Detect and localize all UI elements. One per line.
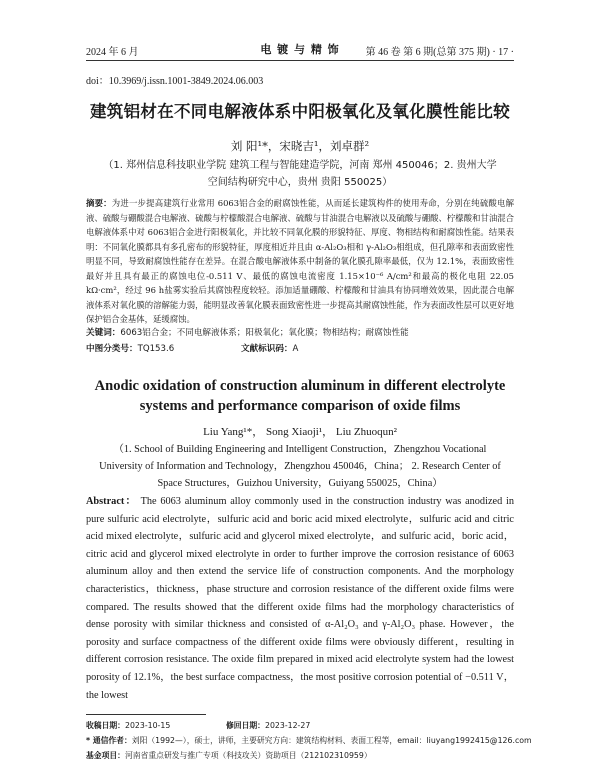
- cn-abstract: [86, 196, 514, 327]
- revised-label: 修回日期：: [226, 721, 265, 730]
- author-value: 刘阳（1992—），硕士，讲师，主要研究方向：建筑结构材料、表面工程等，email：liuyang1992415@126.com: [131, 736, 532, 745]
- fund-label: 基金项目：: [86, 751, 125, 760]
- footnote-dates: [86, 720, 540, 731]
- header-rule: [86, 60, 514, 61]
- en-abstract-text: The 6063 aluminum alloy commonly used in the construction industry was anodized in pure sulfuric acid electrolyte，sulfuric acid and boric acid mixed electrolyte，sulfuric acid and citric acid mixed electrolyte，sulfuric acid and glycerol mixed electrolyte，and sulfuric acid，boric acid，citric acid and glycerol mixed electrolyte in order to further improve the corrosion resistance of 6063 aluminum alloy and then extend the service life of construction components. And the morphology characteristics，thickness，phase structure and corrosion resistance of the different oxide films were compared. The results showed that the different oxide films had the morphology characteristics of dense porosity with similar thickness and consisted of α-Al₂O₃ and γ-Al₂O₃ phase. However，the porosity and surface compactness of the different oxide films were obviously different，resulting in different corrosion resistance. The oxide film prepared in mixed acid electrolyte system had the lowest porosity of 12.1%，the best surface compactness，the most positive corrosion potential of −0.511 V，the lowest: [86, 496, 514, 701]
- doc-code-value: A: [292, 344, 299, 354]
- header-volume-page: 第 46 卷 第 6 期(总第 375 期) · 17 ·: [365, 47, 514, 58]
- cn-abstract-label: 摘要：: [86, 198, 112, 208]
- cn-affiliation: （1. 郑州信息科技职业学院 建筑工程与智能建造学院，河南 郑州 450046；2. 贵州大学 空间结构研究中心，贵州 贵阳 550025）: [103, 160, 497, 188]
- doi[interactable]: doi：10.3969/j.issn.1001-3849.2024.06.003: [86, 76, 264, 87]
- header-date: 2024 年 6 月: [86, 47, 139, 58]
- journal-name: 电 镀 与 精 饰: [260, 43, 340, 56]
- en-abstract: [86, 493, 514, 704]
- cn-classification: [86, 342, 514, 354]
- cn-keywords-label: 关键词：: [86, 328, 121, 338]
- en-affiliation: （1. School of Building Engineering and Intelligent Construction，Zhengzhou Vocational University of Information and Technology，Zhengzhou 450046，China； 2. Research Center of Space Structures，Guizhou University，Guiyang 550025，China）: [99, 444, 501, 489]
- received-value: 2023-10-15: [124, 721, 171, 730]
- running-header: [86, 40, 514, 58]
- clc-value: TQ153.6: [137, 344, 175, 354]
- doc-code-label: 文献标识码：: [240, 344, 293, 354]
- received-label: 收稿日期：: [86, 721, 125, 730]
- en-title: Anodic oxidation of construction aluminum in different electrolyte systems and performance comparison of oxide films: [94, 378, 506, 414]
- cn-abstract-text: 为进一步提高建筑行业常用 6063铝合金的耐腐蚀性能，从而延长建筑构件的使用寿命，分别在纯硫酸电解液、硫酸与硼酸混合电解液、硫酸与柠檬酸混合电解液、硫酸与甘油混合电解液以及硫酸与硼酸、柠檬酸和甘油混合电解液体系中对 6063铝合金进行阳极氧化，并比较不同氧化膜的形貌特征、厚度、物相结构和耐腐蚀性能。结果表明：不同氧化膜都具有多孔密布的形貌特征，厚度相近并且由 α-Al₂O₃相和 γ-Al₂O₃相组成，但孔隙率和表面致密性明显不同，导致耐腐蚀性能存在差异。在混合酸电解液体系中制备的氧化膜孔隙率最低，仅为 12.1%，表面致密性最好并且具有最正的腐蚀电位-0.511 V、最低的腐蚀电流密度 1.15×10⁻⁶ A/cm²和最高的极化电阻 22.05 kΩ·cm²，经过 96 h盐雾实验后其腐蚀程度较轻。添加适量硼酸、柠檬酸和甘油具有协同增效效果，因此混合电解液体系对氧化膜的溶解能力弱，能明显改善氧化膜表面致密性进一步提高其耐腐蚀性能，作为表面改性层可以更好地保护铝合金基体，延缓腐蚀。: [86, 198, 514, 324]
- clc-number: [86, 344, 206, 354]
- en-authors: Liu Yang¹*， Song Xiaoji¹， Liu Zhuoqun²: [203, 426, 397, 438]
- en-abstract-label: Abstract：: [86, 496, 137, 507]
- cn-authors: 刘 阳¹*，宋晓吉¹，刘卓群²: [230, 139, 370, 153]
- footnote-rule: [86, 714, 206, 715]
- fund-value: 河南省重点研发与推广专项（科技攻关）资助项目（212102310959）: [124, 751, 372, 760]
- footnote-author: [86, 735, 540, 746]
- footnote-fund: [86, 750, 540, 761]
- cn-keywords-text: 6063铝合金；不同电解液体系；阳极氧化；氧化膜；物相结构；耐腐蚀性能: [120, 328, 409, 338]
- document-code: [241, 344, 330, 354]
- revised-value: 2023-12-27: [264, 721, 311, 730]
- clc-label: 中图分类号：: [86, 344, 138, 354]
- cn-keywords: [86, 326, 514, 338]
- cn-title: 建筑铝材在不同电解液体系中阳极氧化及氧化膜性能比较: [90, 102, 510, 121]
- author-label: * 通信作者：: [86, 736, 132, 745]
